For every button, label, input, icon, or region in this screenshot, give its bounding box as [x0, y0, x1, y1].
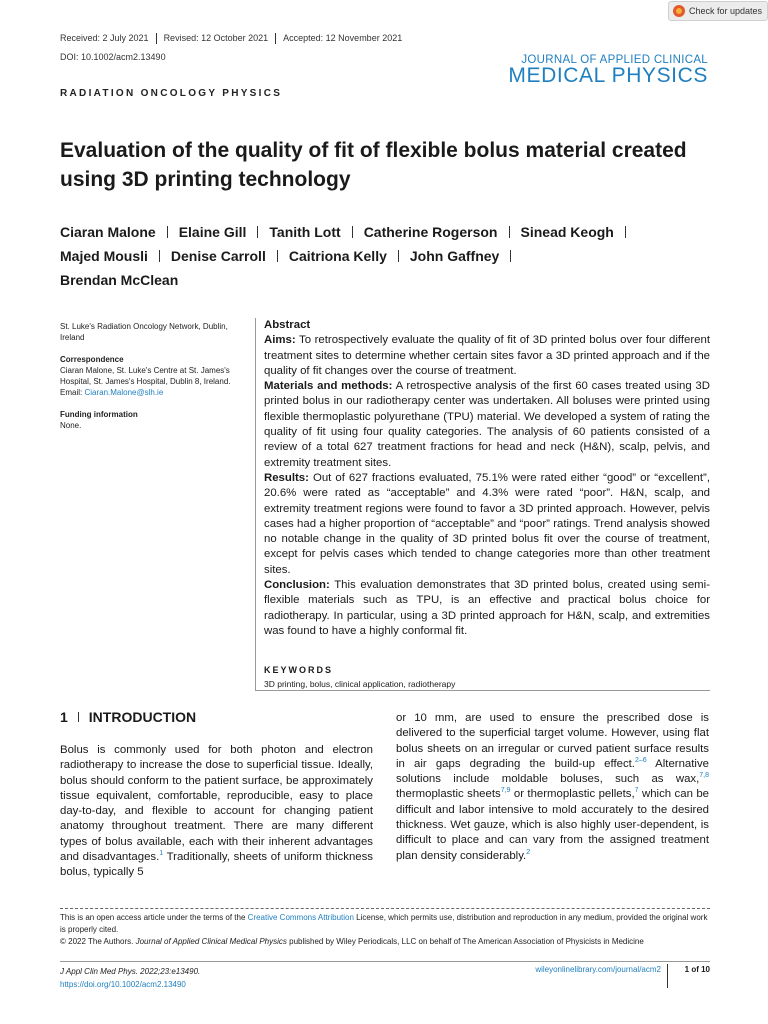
author-name[interactable]: John Gaffney	[409, 248, 500, 264]
abstract-results: Results: Out of 627 fractions evaluated, 75.1% were rated either “good” or “excellent”, 20.6% were rated as “acceptable” and 4.3% were rated “poor”. H&N, scalp, and extremity treatment regions were found to favor a 3D printed approach. However, pelvis cases had a higher proportion of “acceptable” and “poor” ratings. Trend analysis showed no notable change in the quality of 3D printed bolus fit over the course of treatment, except for pelvis cases which tended to change categories more than other treatment sites.	[264, 471, 710, 576]
footer-divider	[60, 908, 710, 909]
correspondence-text: Ciaran Malone, St. Luke's Centre at St. James's Hospital, St. James's Hospital, Dublin 8, Ireland.	[60, 366, 231, 386]
author-name[interactable]: Ciaran Malone	[60, 224, 156, 240]
affiliation-sidebar	[60, 321, 235, 431]
correspondence-heading: Correspondence	[60, 355, 124, 364]
abstract-aims: Aims: To retrospectively evaluate the quality of fit of 3D printed bolus over four different treatment sites to determine whether certain sites favor a 3D printed approach and if the quality of fit changes over the course of treatment.	[264, 334, 710, 377]
crossmark-icon	[673, 5, 685, 17]
journal-logo-line1: JOURNAL OF APPLIED CLINICAL	[521, 54, 708, 66]
author-separator	[277, 250, 278, 262]
affiliation: St. Luke's Radiation Oncology Network, Dublin, Ireland	[60, 322, 228, 342]
author-separator	[509, 226, 510, 238]
author-name[interactable]: Majed Mousli	[60, 248, 148, 264]
correspondence-email-line: Email: Ciaran.Malone@slh.ie	[60, 388, 164, 397]
doi-header: DOI: 10.1002/acm2.13490	[60, 52, 166, 62]
revised-date: Revised: 12 October 2021	[156, 33, 276, 44]
accepted-date: Accepted: 12 November 2021	[275, 33, 409, 44]
journal-logo-line2: MEDICAL PHYSICS	[508, 64, 708, 87]
introduction-heading	[60, 709, 196, 725]
abstract-methods: Materials and methods: A retrospective analysis of the first 60 cases treated using 3D printed bolus in our radiotherapy center was undertaken. All boluses were printed using flexible thermoplastic polyurethane (TPU) material. We developed a system of rating the quality of fit using four quality categories. The analysis of 60 patients consisted of a review of a total 627 treatment fractions for head and neck (H&N), scalp, pelvis, and extremity treatment sites.	[264, 380, 710, 469]
abstract-heading: Abstract	[264, 319, 311, 331]
author-separator	[625, 226, 626, 238]
funding-heading: Funding information	[60, 410, 138, 419]
cc-license-link[interactable]: Creative Commons Attribution	[247, 913, 354, 922]
citation-footer	[60, 965, 200, 991]
section-number: 1	[60, 709, 68, 725]
section-title: INTRODUCTION	[88, 709, 197, 725]
abstract	[264, 318, 710, 639]
author-name[interactable]: Tanith Lott	[269, 224, 341, 240]
intro-left-column: Bolus is commonly used for both photon and electron radiotherapy to increase the dose to superficial tissue. Ideally, bolus should conform to the patient surface, be approximately tissue equivalent, comfortable, reproducible, easy to place day-to-day, and flexible to account for changing patient anatomy throughout treatment. There are many different types of bolus available, each with their inherent advantages and disadvantages.$^1$ Traditionally, sheets of uniform thickness bolus, typically 5	[60, 744, 374, 879]
article-title: Evaluation of the quality of fit of flexible bolus material created using 3D printing technology	[60, 139, 687, 191]
citation-link[interactable]: 1	[159, 850, 164, 858]
heading-divider	[78, 712, 79, 722]
email-link[interactable]: Ciaran.Malone@slh.ie	[84, 388, 164, 397]
author-name[interactable]: Catherine Rogerson	[363, 224, 498, 240]
citation-link[interactable]: 2	[526, 848, 531, 856]
author-separator	[510, 250, 511, 262]
citation-link[interactable]: 7	[634, 787, 639, 795]
intro-right-column: or 10 mm, are used to ensure the prescribed dose is delivered to the superficial target volume. However, using flat bolus sheets on an irregular or curved patient surface results in air gaps degrading the build-up effect.$^{2-6}$ Alternative solutions include moldable boluses, such as wax,$^{7,8}$ thermoplastic sheets$^{7,9}$ or thermoplastic pellets,$^7$ which can be difficult and labor intensive to mold accurately to the desired thickness. Wet gauze, which is also highly user-dependent, is difficult to place and can vary from the assigned treatment plan density considerably.$^2$	[396, 712, 709, 862]
footer-separator	[667, 964, 668, 988]
journal-logo	[508, 54, 708, 86]
check-for-updates-label: Check for updates	[689, 6, 763, 16]
journal-citation: J Appl Clin Med Phys. 2022;23:e13490.	[60, 967, 201, 976]
author-name[interactable]: Caitriona Kelly	[288, 248, 387, 264]
license-notice: This is an open access article under the terms of the Creative Commons Attribution License, which permits use, distribution and reproduction in any medium, provided the original work is properly cited. © 2022 The Authors. Journal of Applied Clinical Medical Physics published by Wiley Periodicals, LLC on behalf of The American Association of Physicists in Medicine	[60, 913, 708, 946]
received-date: Received: 2 July 2021	[60, 33, 149, 43]
author-name[interactable]: Denise Carroll	[170, 248, 266, 264]
journal-site-link[interactable]: wileyonlinelibrary.com/journal/acm2	[535, 965, 661, 974]
page-number: 1 of 10	[684, 965, 710, 974]
keywords: 3D printing, bolus, clinical application, radiotherapy	[264, 679, 456, 689]
citation-link[interactable]: 7,9	[500, 787, 511, 795]
author-separator	[398, 250, 399, 262]
doi-link[interactable]: https://doi.org/10.1002/acm2.13490	[60, 980, 186, 989]
keywords-heading: KEYWORDS	[264, 665, 334, 675]
bottom-divider	[60, 961, 710, 962]
author-separator	[257, 226, 258, 238]
author-name[interactable]: Brendan McClean	[60, 272, 179, 288]
author-separator	[352, 226, 353, 238]
citation-link[interactable]: 2–6	[634, 757, 647, 765]
author-name[interactable]: Elaine Gill	[178, 224, 247, 240]
section-label: RADIATION ONCOLOGY PHYSICS	[60, 88, 283, 99]
check-for-updates-button[interactable]	[668, 1, 768, 21]
author-separator	[159, 250, 160, 262]
author-name[interactable]: Sinead Keogh	[520, 224, 614, 240]
abstract-conclusion: Conclusion: This evaluation demonstrates that 3D printed bolus, created using semi-flexible materials such as TPU, is an effective and practical bolus choice for radiotherapy. In particular, using a 3D printed approach for H&N, scalp, and extremities was found to have a highly conformal fit.	[264, 579, 710, 637]
article-dates	[60, 33, 409, 44]
author-separator	[167, 226, 168, 238]
funding-text: None.	[60, 421, 82, 430]
author-list	[60, 220, 720, 292]
citation-link[interactable]: 7,8	[699, 772, 709, 780]
